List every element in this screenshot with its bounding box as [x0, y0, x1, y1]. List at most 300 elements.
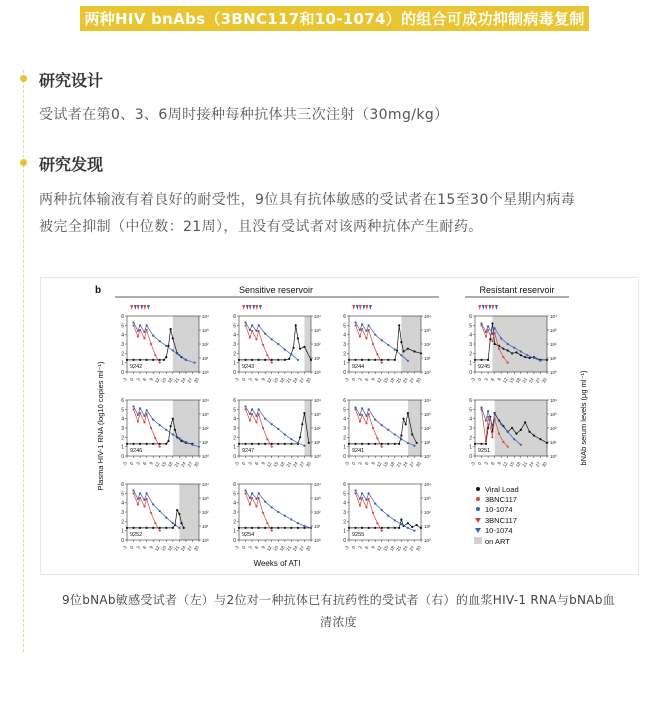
x-tick-label: 15: [382, 377, 390, 384]
x-tick-label: -3: [233, 545, 240, 551]
data-point: [271, 443, 273, 445]
y-tick-label: 5: [343, 407, 346, 414]
data-point: [159, 359, 161, 361]
x-tick-label: 30: [305, 545, 312, 552]
y-tick-label: 0: [233, 370, 236, 376]
x-tick-label: 30: [193, 545, 200, 552]
data-point: [137, 503, 139, 505]
y2-tick-label: 10²: [202, 510, 209, 515]
data-point: [172, 527, 174, 529]
data-point: [539, 438, 541, 440]
data-point: [387, 527, 389, 529]
art-shade: [492, 316, 547, 372]
data-point: [290, 438, 292, 440]
y-tick-label: 2: [343, 519, 346, 526]
x-tick-label: 9: [260, 545, 267, 550]
y2-tick-label: 10³: [314, 412, 321, 417]
data-point: [361, 527, 363, 529]
data-point: [308, 442, 310, 444]
chart-panel-9242: [121, 305, 209, 384]
data-point: [143, 415, 145, 417]
data-point: [539, 360, 541, 362]
x-tick-label: 21: [173, 377, 181, 384]
data-point: [374, 359, 376, 361]
data-point: [515, 433, 517, 435]
y-tick-label: 4: [233, 416, 236, 423]
y-tick-label: 1: [343, 360, 346, 367]
data-point: [146, 498, 148, 500]
data-point: [365, 499, 367, 501]
group-label-resistant: Resistant reservoir: [479, 285, 555, 295]
x-tick-label: 9: [148, 377, 155, 382]
legend-swatch-art: [474, 537, 482, 544]
y-tick-label: 3: [233, 510, 236, 516]
y2-tick-label: 10⁴: [202, 314, 209, 319]
y-tick-label: 2: [121, 435, 124, 442]
data-point: [365, 330, 367, 332]
data-point: [533, 357, 535, 359]
x-tick-label: 0: [476, 461, 483, 466]
data-point: [143, 499, 145, 501]
x-tick-label: 0: [128, 545, 135, 550]
data-point: [407, 442, 409, 444]
y2-tick-label: 10³: [314, 328, 321, 333]
data-point: [271, 338, 273, 340]
x-tick-label: 24: [401, 545, 409, 552]
data-point: [491, 333, 493, 335]
x-tick-label: 30: [305, 461, 312, 468]
x-tick-label: 27: [408, 545, 416, 552]
data-point: [176, 509, 178, 511]
x-tick-label: 12: [153, 545, 161, 552]
data-point: [163, 359, 165, 361]
x-tick-label: 24: [401, 377, 409, 384]
x-tick-label: 0: [240, 377, 247, 382]
data-point: [528, 357, 530, 359]
x-tick-label: 21: [173, 461, 181, 468]
data-point: [262, 344, 264, 346]
x-tick-label: 30: [305, 377, 312, 384]
data-point: [365, 506, 367, 508]
participant-id: 9252: [130, 532, 143, 538]
y-axis-label-left: Plasma HIV-1 RNA (log10 copies ml⁻¹): [96, 361, 105, 491]
x-tick-label: 3: [247, 377, 253, 382]
x-tick-label: 6: [363, 545, 370, 550]
x-tick-label: 21: [285, 545, 293, 552]
data-point: [251, 413, 253, 415]
infusion-101074-icon: [246, 305, 249, 310]
data-point: [374, 334, 376, 336]
x-axis-label: Weeks of ATI: [253, 559, 301, 568]
x-tick-label: 12: [153, 377, 161, 384]
data-point: [498, 348, 500, 350]
data-point: [159, 530, 161, 532]
y-tick-label: 1: [343, 528, 346, 535]
legend-infusion-3bnc117-icon: [475, 518, 481, 523]
data-point: [374, 419, 376, 421]
y-tick-label: 4: [121, 500, 124, 507]
data-point: [354, 527, 356, 529]
x-tick-label: 18: [166, 545, 174, 552]
legend-on-art: on ART: [485, 537, 510, 546]
data-point: [284, 443, 286, 445]
y-tick-label: 5: [233, 407, 236, 414]
data-point: [365, 422, 367, 424]
data-point: [132, 405, 134, 407]
series-line-10-1074: [356, 323, 408, 361]
data-point: [277, 343, 279, 345]
data-point: [284, 515, 286, 517]
data-point: [139, 492, 141, 494]
legend: [474, 485, 519, 546]
caption-line2: 清浓度: [320, 615, 357, 629]
y-tick-label: 3: [121, 342, 124, 348]
data-point: [381, 362, 383, 364]
y-tick-label: 5: [233, 323, 236, 330]
y2-tick-label: 10⁰: [550, 370, 557, 375]
art-shade: [401, 316, 421, 372]
data-point: [271, 446, 273, 448]
data-point: [126, 359, 128, 361]
y-tick-label: 5: [121, 323, 124, 330]
infusion-101074-icon: [362, 305, 365, 310]
x-tick-label: 15: [382, 545, 390, 552]
data-point: [348, 527, 350, 529]
infusion-101074-icon: [369, 305, 372, 310]
data-point: [170, 425, 172, 427]
x-tick-label: 0: [350, 377, 357, 382]
y-tick-label: 4: [469, 416, 472, 423]
participant-id: 9247: [242, 448, 255, 454]
data-point: [381, 530, 383, 532]
x-tick-label: 27: [186, 461, 194, 468]
data-point: [244, 321, 246, 323]
data-point: [387, 344, 389, 346]
data-point: [413, 530, 415, 532]
data-point: [526, 354, 528, 356]
y-tick-label: 3: [121, 510, 124, 516]
x-tick-label: 21: [521, 377, 529, 384]
y-tick-label: 6: [469, 398, 472, 404]
data-point: [480, 359, 482, 361]
data-point: [297, 522, 299, 524]
x-tick-label: 12: [375, 545, 383, 552]
x-tick-label: 30: [415, 461, 422, 468]
data-point: [159, 340, 161, 342]
x-tick-label: 0: [350, 545, 357, 550]
x-tick-label: 21: [395, 545, 403, 552]
data-point: [264, 418, 266, 420]
y-tick-label: 1: [121, 444, 124, 451]
x-tick-label: 12: [375, 377, 383, 384]
data-point: [290, 518, 292, 520]
participant-id: 9254: [242, 532, 255, 538]
data-point: [513, 347, 515, 349]
data-point: [502, 356, 504, 358]
x-tick-label: 18: [166, 377, 174, 384]
chart-panel-9247: [233, 398, 321, 468]
data-point: [374, 527, 376, 529]
y2-tick-label: 10⁴: [314, 482, 321, 487]
y2-tick-label: 10³: [424, 496, 431, 501]
data-point: [487, 410, 489, 412]
data-point: [376, 437, 378, 439]
data-point: [500, 337, 502, 339]
y-tick-label: 6: [343, 398, 346, 404]
data-point: [277, 359, 279, 361]
data-point: [402, 418, 404, 420]
data-point: [185, 441, 187, 443]
data-point: [178, 527, 180, 529]
data-point: [167, 440, 169, 442]
data-point: [480, 322, 482, 324]
data-point: [511, 427, 513, 429]
data-point: [487, 416, 489, 418]
y2-tick-label: 10⁴: [550, 314, 557, 319]
y2-tick-label: 10⁴: [550, 398, 557, 403]
data-point: [255, 330, 257, 332]
legend-infusion-101074: 10-1074: [485, 526, 513, 535]
participant-id: 9255: [352, 532, 365, 538]
data-point: [290, 443, 292, 445]
figure-caption: [40, 589, 637, 633]
data-point: [264, 443, 266, 445]
y2-tick-label: 10¹: [314, 524, 321, 529]
series-line-10-1074: [246, 491, 312, 528]
data-point: [137, 335, 139, 337]
x-tick-label: 15: [160, 377, 168, 384]
y2-tick-label: 10³: [550, 412, 557, 417]
y-axis-label-right: bNAb serum levels (μg ml⁻¹): [579, 370, 588, 466]
data-point: [146, 329, 148, 331]
data-point: [299, 436, 301, 438]
y2-tick-label: 10³: [314, 496, 321, 501]
data-point: [126, 527, 128, 529]
data-point: [152, 503, 154, 505]
y-tick-label: 1: [233, 360, 236, 367]
data-point: [139, 359, 141, 361]
data-point: [152, 527, 154, 529]
participant-id: 9246: [130, 448, 143, 454]
data-point: [400, 523, 402, 525]
y2-tick-label: 10¹: [202, 440, 209, 445]
data-point: [137, 414, 139, 416]
data-point: [507, 349, 509, 351]
x-tick-label: 6: [141, 377, 148, 382]
y-tick-label: 6: [469, 314, 472, 320]
y2-tick-label: 10⁰: [314, 454, 321, 459]
infusion-3bnc117-icon: [242, 305, 245, 310]
x-tick-label: 6: [363, 377, 370, 382]
data-point: [264, 333, 266, 335]
x-tick-label: 27: [186, 545, 194, 552]
x-tick-label: 27: [186, 377, 194, 384]
y2-tick-label: 10⁴: [314, 398, 321, 403]
data-point: [266, 354, 268, 356]
data-point: [258, 492, 260, 494]
data-point: [178, 437, 180, 439]
x-tick-label: 18: [278, 377, 286, 384]
data-point: [126, 443, 128, 445]
x-tick-label: 3: [357, 461, 363, 466]
y-tick-label: 4: [343, 500, 346, 507]
infusion-101074-icon: [488, 305, 491, 310]
data-point: [524, 356, 526, 358]
data-point: [139, 412, 141, 414]
legend-101074: 10-1074: [485, 505, 513, 514]
data-point: [251, 324, 253, 326]
y2-tick-label: 10⁰: [202, 370, 209, 375]
data-point: [413, 350, 415, 352]
x-tick-label: 15: [160, 461, 168, 468]
y-tick-label: 4: [233, 500, 236, 507]
data-point: [400, 354, 402, 356]
bullet-dot-icon: [20, 75, 27, 82]
y-tick-label: 2: [469, 435, 472, 442]
x-tick-label: 12: [265, 545, 273, 552]
art-shade: [495, 400, 547, 456]
y-tick-label: 0: [343, 538, 346, 544]
data-point: [359, 504, 361, 506]
series-line-viral-load: [349, 413, 417, 444]
infusion-3bnc117-icon: [130, 305, 133, 310]
x-tick-label: 18: [388, 461, 396, 468]
section-text-design: 受试者在第0、3、6周时接种每种抗体共三次注射（30mg/kg）: [39, 107, 449, 123]
x-tick-label: 15: [272, 461, 280, 468]
y-tick-label: 0: [121, 370, 124, 376]
data-point: [301, 423, 303, 425]
y-tick-label: 3: [343, 510, 346, 516]
y-tick-label: 1: [469, 444, 472, 451]
x-tick-label: -3: [469, 377, 476, 383]
data-point: [132, 321, 134, 323]
x-tick-label: -3: [233, 377, 240, 383]
article-title: 两种HIV bnAbs（3BNC117和10-1074）的组合可成功抑制病毒复制: [80, 6, 588, 31]
y2-tick-label: 10²: [424, 342, 431, 347]
data-point: [244, 405, 246, 407]
data-point: [354, 359, 356, 361]
data-point: [132, 527, 134, 529]
section-text-findings-line1: 两种抗体输液有着良好的耐受性，9位具有抗体敏感的受试者在15至30个星期内病毒: [39, 192, 576, 208]
data-point: [297, 442, 299, 444]
data-point: [139, 324, 141, 326]
x-tick-label: 15: [160, 545, 168, 552]
x-tick-label: -3: [469, 461, 476, 467]
data-point: [491, 322, 493, 324]
infusion-3bnc117-icon: [143, 305, 146, 310]
data-point: [310, 359, 312, 361]
x-tick-label: 6: [141, 545, 148, 550]
data-point: [251, 443, 253, 445]
data-point: [361, 323, 363, 325]
data-point: [368, 498, 370, 500]
data-point: [178, 513, 180, 515]
x-tick-label: 12: [501, 461, 509, 468]
x-tick-label: 9: [260, 461, 267, 466]
data-point: [139, 407, 141, 409]
data-point: [474, 359, 476, 361]
x-tick-label: 18: [388, 545, 396, 552]
x-tick-label: 0: [128, 461, 135, 466]
data-point: [249, 497, 251, 499]
data-point: [152, 335, 154, 337]
data-point: [354, 489, 356, 491]
legend-infusion-101074-icon: [475, 528, 481, 533]
x-tick-label: 12: [265, 461, 273, 468]
x-tick-label: 3: [483, 461, 489, 466]
data-point: [310, 527, 312, 529]
data-point: [244, 359, 246, 361]
y-tick-label: 6: [343, 482, 346, 488]
x-tick-label: 9: [260, 377, 267, 382]
data-point: [152, 419, 154, 421]
data-point: [154, 354, 156, 356]
data-point: [485, 419, 487, 421]
y-tick-label: 0: [343, 370, 346, 376]
data-point: [143, 421, 145, 423]
data-point: [165, 443, 167, 445]
x-tick-label: -3: [343, 545, 350, 551]
y2-tick-label: 10¹: [550, 440, 557, 445]
y-tick-label: 0: [469, 454, 472, 460]
y-tick-label: 0: [121, 454, 124, 460]
data-point: [172, 337, 174, 339]
data-point: [376, 522, 378, 524]
data-point: [368, 324, 370, 326]
data-point: [502, 348, 504, 350]
x-tick-label: 27: [298, 461, 306, 468]
data-point: [249, 503, 251, 505]
infusion-101074-icon: [134, 305, 137, 310]
y2-tick-label: 10⁴: [424, 482, 431, 487]
data-point: [258, 413, 260, 415]
data-point: [172, 418, 174, 420]
data-point: [500, 423, 502, 425]
x-tick-label: 21: [285, 461, 293, 468]
data-point: [491, 340, 493, 342]
data-point: [368, 408, 370, 410]
infusion-101074-icon: [140, 305, 143, 310]
chart-panel-9245: [469, 305, 557, 384]
data-point: [258, 443, 260, 445]
y-tick-label: 2: [121, 519, 124, 526]
data-point: [507, 431, 509, 433]
data-point: [354, 443, 356, 445]
legend-swatch-3bnc117: [476, 497, 480, 501]
data-point: [180, 522, 182, 524]
data-point: [485, 331, 487, 333]
infusion-3bnc117-icon: [255, 305, 258, 310]
bullet-dot-icon: [20, 159, 27, 166]
x-tick-label: -3: [121, 545, 128, 551]
data-point: [359, 420, 361, 422]
data-point: [416, 524, 418, 526]
y2-tick-label: 10³: [202, 328, 209, 333]
x-tick-label: 9: [496, 461, 503, 466]
data-point: [398, 324, 400, 326]
data-point: [407, 412, 409, 414]
data-point: [249, 329, 251, 331]
y-tick-label: 3: [233, 426, 236, 432]
data-point: [368, 413, 370, 415]
y2-tick-label: 10¹: [314, 356, 321, 361]
x-tick-label: 3: [135, 461, 141, 466]
x-tick-label: 12: [375, 461, 383, 468]
x-tick-label: 21: [395, 461, 403, 468]
y-tick-label: 1: [233, 444, 236, 451]
data-point: [381, 446, 383, 448]
data-point: [146, 409, 148, 411]
